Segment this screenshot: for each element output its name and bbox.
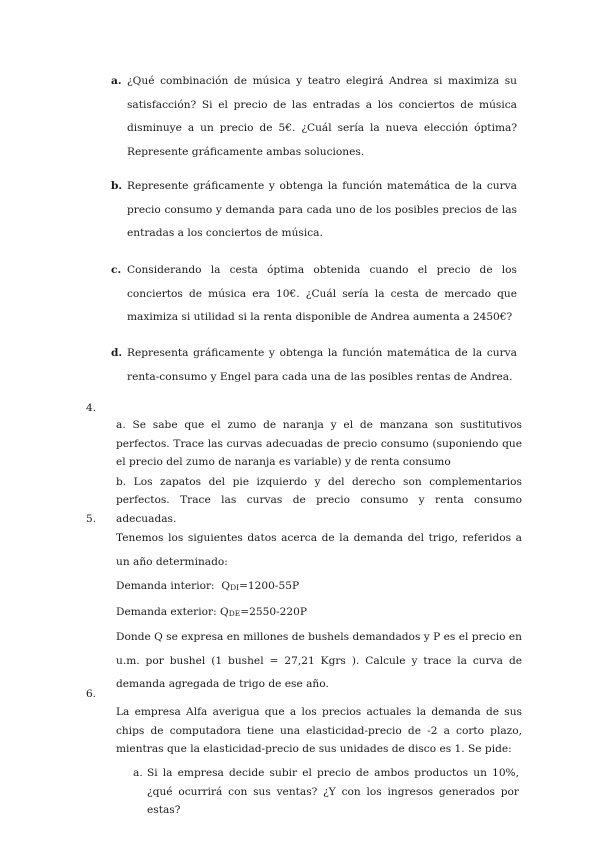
question4-body — [116, 416, 522, 529]
item-c-text: Considerando la cesta óptima obtenida cuando el precio de los conciertos de música era 10€. ¿Cuál sería la cesta de mercado que maximiza si utilidad si la renta disponible de Andrea aumenta a 2450€? — [127, 264, 517, 323]
item-b-text: Represente gráficamente y obtenga la función matemática de la curva precio consumo y demanda para cada uno de los posibles precios de las entradas a los conciertos de música. — [127, 180, 517, 239]
question6-item-a-text: Si la empresa decide subir el precio de ambos productos un 10%, ¿qué ocurrirá con sus ventas? ¿Y con los ingresos generados por estas? — [147, 767, 519, 816]
interior-demand-line — [116, 575, 522, 600]
interior-demand-subscript: DI — [230, 583, 240, 592]
interior-demand-q: Q — [221, 580, 231, 592]
interior-demand-equation: =1200-55P — [239, 580, 300, 592]
item-a-label: a. — [111, 75, 122, 87]
exterior-demand-line — [116, 601, 522, 626]
item-c-label: c. — [111, 264, 122, 276]
question5-number: 5. — [86, 513, 97, 525]
question3-item-a — [111, 70, 517, 164]
question6-number: 6. — [86, 688, 97, 700]
question3-item-c — [111, 259, 517, 330]
question3-item-b — [111, 175, 517, 246]
question6-intro: La empresa Alfa averigua que a los precios actuales la demanda de sus chips de computadora tiene una elasticidad-precio de -2 a corto plazo, mientras que la elasticidad-precio de sus unidades de disco es 1. Se pide: — [116, 706, 522, 755]
question5-intro: Tenemos los siguientes datos acerca de la demanda del trigo, referidos a un año determinado: — [116, 532, 522, 568]
exterior-demand-equation: =2550-220P — [240, 605, 307, 618]
question6-item-a-label: a. — [133, 767, 143, 779]
exterior-demand-subscript: DE — [228, 608, 241, 618]
exterior-demand-q: Q — [220, 605, 229, 618]
item-b-label: b. — [111, 180, 123, 192]
question5-body — [116, 527, 522, 698]
exterior-demand-label: Demanda exterior: — [116, 605, 217, 618]
question6-item-a — [133, 764, 519, 820]
question3-item-d — [111, 342, 517, 389]
item-d-label: d. — [111, 347, 123, 359]
question4-part-a: a. Se sabe que el zumo de naranja y el de manzana son sustitutivos perfectos. Trace las curvas adecuadas de precio consumo (suponiendo que el precio del zumo de naranja es variable) y de renta consumo — [116, 419, 522, 468]
question5-text: Donde Q se expresa en millones de bushels demandados y P es el precio en u.m. por bushel (1 bushel = 27,21 Kgrs ). Calcule y trace la curva de demanda agregada de trigo de ese año. — [116, 631, 522, 690]
item-d-text: Representa gráficamente y obtenga la función matemática de la curva renta-consumo y Engel para cada una de las posibles rentas de Andrea. — [127, 347, 517, 383]
item-a-text: ¿Qué combinación de música y teatro elegirá Andrea si maximiza su satisfacción? Si el precio de las entradas a los conciertos de música disminuye a un precio de 5€. ¿Cuál sería la nueva elección óptima? Represente gráficamente ambas soluciones. — [127, 75, 517, 158]
interior-demand-label: Demanda interior: — [116, 580, 215, 592]
question4-number: 4. — [86, 402, 97, 414]
question4-part-b: b. Los zapatos del pie izquierdo y del derecho son complementarios perfectos. Trace las curvas de precio consumo y renta consumo adecuadas. — [116, 475, 522, 525]
